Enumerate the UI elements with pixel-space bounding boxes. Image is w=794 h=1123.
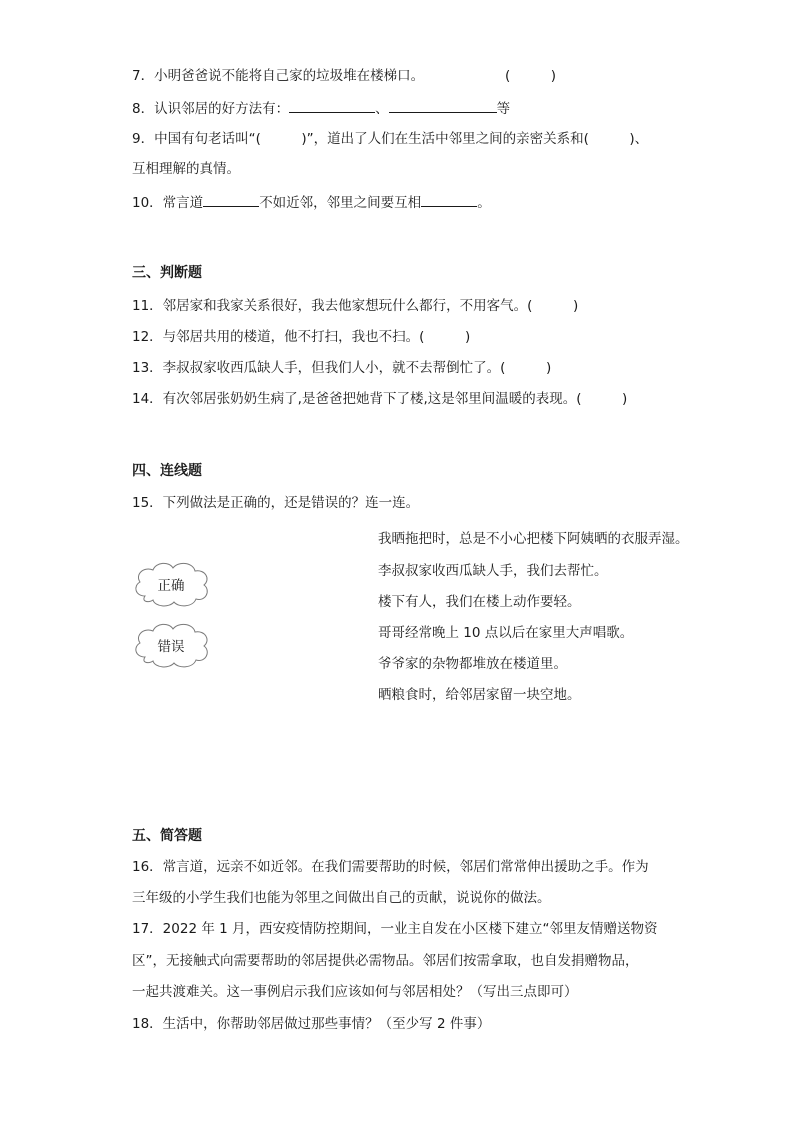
section-4-title: 四、连线题 bbox=[132, 463, 202, 479]
question-17-line-3: 一起共渡难关。这一事例启示我们应该如何与邻居相处？（写出三点即可） bbox=[132, 984, 578, 1000]
question-8 bbox=[132, 98, 510, 118]
question-14: 14．有次邻居张奶奶生病了,是爸爸把她背下了楼,这是邻里间温暖的表现。( ) bbox=[132, 391, 628, 407]
cloud-correct[interactable] bbox=[131, 560, 211, 608]
question-10-middle: 不如近邻，邻里之间要互相 bbox=[259, 195, 422, 211]
question-8-blank-2[interactable] bbox=[389, 98, 497, 113]
question-10-prefix: 10．常言道 bbox=[132, 195, 204, 211]
section-3-title: 三、判断题 bbox=[132, 265, 202, 281]
question-10-blank-1[interactable] bbox=[203, 192, 259, 207]
question-13: 13．李叔叔家收西瓜缺人手，但我们人小，就不去帮倒忙了。( ) bbox=[132, 360, 552, 376]
question-18: 18．生活中，你帮助邻居做过那些事情？（至少写 2 件事） bbox=[132, 1016, 491, 1032]
question-9-line-2: 互相理解的真情。 bbox=[132, 161, 240, 177]
match-option-6[interactable]: 晒粮食时，给邻居家留一块空地。 bbox=[378, 687, 581, 703]
cloud-correct-label: 正确 bbox=[157, 578, 185, 594]
question-8-prefix: 8．认识邻居的好方法有： bbox=[132, 101, 290, 117]
match-option-5[interactable]: 爷爷家的杂物都堆放在楼道里。 bbox=[378, 656, 567, 672]
question-16-line-1: 16．常言道，远亲不如近邻。在我们需要帮助的时候，邻居们常常伸出援助之手。作为 bbox=[132, 859, 649, 875]
question-10-suffix: 。 bbox=[477, 195, 491, 211]
question-11: 11．邻居家和我家关系很好，我去他家想玩什么都行，不用客气。( ) bbox=[132, 298, 579, 314]
question-7 bbox=[132, 67, 424, 85]
question-8-blank-1[interactable] bbox=[289, 98, 375, 113]
question-7-answer-paren[interactable]: ( ) bbox=[505, 68, 557, 84]
question-17-line-1: 17．2022 年 1 月，西安疫情防控期间，一业主自发在小区楼下建立“邻里友情赠送物资 bbox=[132, 921, 658, 937]
match-option-1[interactable]: 我晒拖把时，总是不小心把楼下阿姨晒的衣服弄湿。 bbox=[378, 531, 689, 547]
cloud-wrong-label: 错误 bbox=[157, 639, 185, 655]
question-15: 15．下列做法是正确的，还是错误的？连一连。 bbox=[132, 495, 420, 511]
question-9-line-1: 9．中国有句老话叫“( )”，道出了人们在生活中邻里之间的亲密关系和( )、 bbox=[132, 131, 649, 147]
question-16-line-2: 三年级的小学生我们也能为邻里之间做出自己的贡献，说说你的做法。 bbox=[132, 890, 551, 906]
match-option-3[interactable]: 楼下有人，我们在楼上动作要轻。 bbox=[378, 594, 581, 610]
match-option-4[interactable]: 哥哥经常晚上 10 点以后在家里大声唱歌。 bbox=[378, 625, 634, 641]
question-17-line-2: 区”，无接触式向需要帮助的邻居提供必需物品。邻居们按需拿取，也自发捐赠物品， bbox=[132, 953, 639, 969]
question-8-suffix: 等 bbox=[496, 101, 511, 117]
match-option-2[interactable]: 李叔叔家收西瓜缺人手，我们去帮忙。 bbox=[378, 563, 608, 579]
question-7-text: 7．小明爸爸说不能将自己家的垃圾堆在楼梯口。 bbox=[132, 68, 425, 84]
question-8-separator: 、 bbox=[375, 101, 389, 117]
question-10-blank-2[interactable] bbox=[421, 192, 477, 207]
cloud-wrong[interactable] bbox=[131, 621, 211, 669]
question-10 bbox=[132, 192, 491, 212]
section-5-title: 五、简答题 bbox=[132, 828, 202, 844]
question-12: 12．与邻居共用的楼道，他不打扫，我也不扫。( ) bbox=[132, 329, 471, 345]
